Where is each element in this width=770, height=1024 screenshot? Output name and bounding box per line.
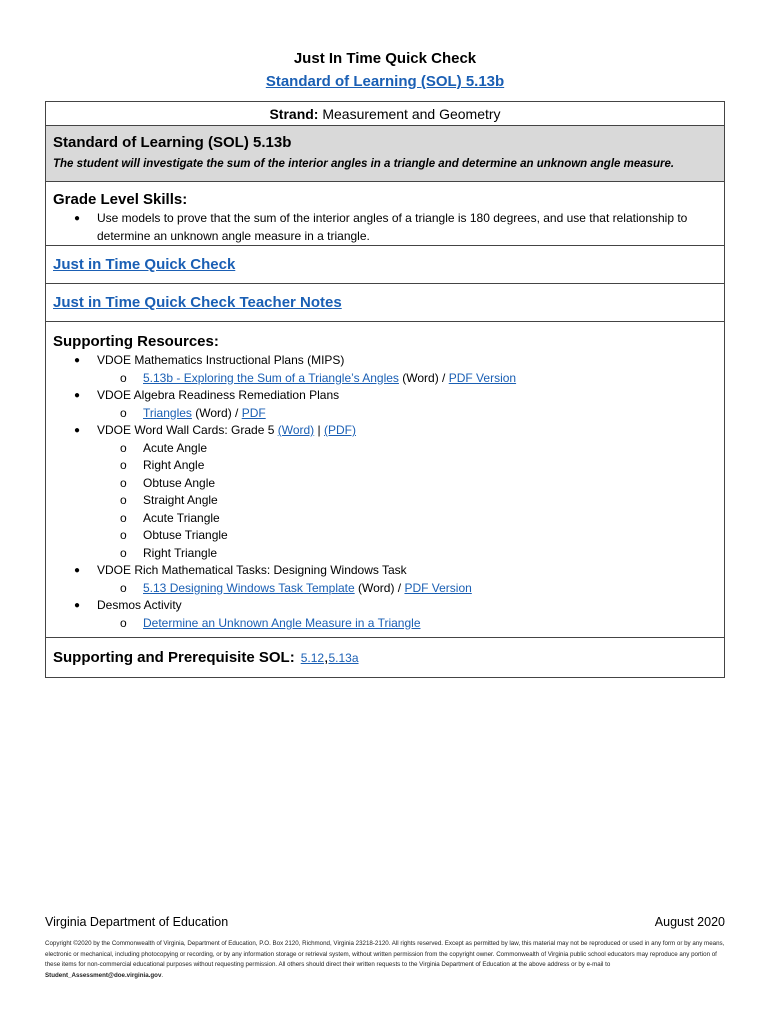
list-item [53, 352, 717, 370]
list-item [53, 545, 717, 563]
mips-link[interactable]: 5.13b - Exploring the Sum of a Triangle’s Angles [143, 370, 399, 385]
bullet-icon: ● [74, 600, 81, 611]
skills-heading: Grade Level Skills: [53, 191, 188, 208]
sol-title-link-container [0, 72, 770, 92]
windows-task-pdf-link[interactable]: PDF Version [404, 580, 472, 595]
quick-check-row [46, 246, 724, 284]
desmos-sublist [53, 615, 717, 633]
word-wall-item: Straight Angle [143, 493, 218, 507]
word-wall-item: Acute Triangle [143, 510, 220, 525]
footer-org: Virginia Department of Education [45, 915, 229, 929]
list-item [53, 580, 717, 598]
footer-date: August 2020 [654, 915, 725, 929]
list-item [53, 387, 717, 405]
list-item [53, 527, 717, 545]
list-item [53, 475, 717, 493]
word-wall-item: Obtuse Angle [143, 475, 216, 490]
word-wall-sublist [53, 440, 717, 563]
circle-bullet-icon: o [120, 405, 127, 420]
list-item [53, 422, 717, 440]
skill-text: Use models to prove that the sum of the interior angles of a triangle is 180 degrees, and use that relationship to determine an unknown angle measure in a triangle. [97, 211, 688, 243]
word-wall-label: VDOE Word Wall Cards: Grade 5 [97, 423, 278, 437]
prereq-label: Supporting and Prerequisite SOL: [53, 649, 295, 666]
mips-sublist [53, 370, 717, 388]
circle-bullet-icon: o [120, 458, 127, 472]
list-item [53, 370, 717, 388]
circle-bullet-icon: o [120, 580, 127, 595]
bullet-icon: ● [74, 565, 81, 576]
circle-bullet-icon: o [120, 370, 127, 385]
skills-list [53, 210, 717, 245]
circle-bullet-icon: o [120, 475, 127, 490]
list-item [53, 492, 717, 510]
triangles-pdf-link[interactable]: PDF [241, 405, 266, 420]
word-wall-word-link[interactable]: (Word) [277, 423, 315, 437]
bullet-icon: ● [74, 213, 81, 224]
bullet-icon: ● [74, 390, 81, 401]
list-item [53, 562, 717, 580]
bullet-icon: ● [74, 425, 81, 436]
list-item [53, 457, 717, 475]
desmos-link[interactable]: Determine an Unknown Angle Measure in a Triangle [143, 615, 421, 630]
copyright-end: . [161, 971, 164, 979]
word-wall-item: Acute Angle [143, 440, 208, 455]
skills-row [46, 182, 724, 246]
circle-bullet-icon: o [120, 493, 127, 507]
sol-513a-link[interactable]: 5.13a [328, 650, 359, 665]
circle-bullet-icon: o [120, 510, 127, 525]
sol-title-link[interactable]: Standard of Learning (SOL) 5.13b [265, 73, 505, 90]
strand-label: Strand: [269, 106, 319, 122]
word-wall-item: Right Triangle [143, 545, 218, 560]
copyright-text: Copyright ©2020 by the Commonwealth of Virginia, Department of Education, P.O. Box 2120, Richmond, Virginia 23218-2120. All rights reserved. Except as permitted by law, this material may not be reproduced or used in any form or by any means, electronic or mechanical, including photocopying or recording, or by any information storage or retrieval system, without written permission from the copyright owner. Commonwealth of Virginia public school educators may reproduce any portion of these items for non-commercial educational purposes without requesting permission. All others should direct their written requests to the Virginia Department of Education at the above address or by e-mail to [45, 940, 725, 968]
strand-row [46, 102, 724, 126]
strand-value: Measurement and Geometry [322, 106, 501, 122]
list-item [53, 597, 717, 615]
separator: | [314, 423, 324, 437]
algebra-sublist [53, 405, 717, 423]
sol-description: The student will investigate the sum of the interior angles in a triangle and determine an unknown angle measure. [53, 158, 675, 170]
circle-bullet-icon: o [120, 528, 127, 542]
list-item [53, 510, 717, 528]
sol-512-link[interactable]: 5.12 [300, 650, 325, 665]
prereq-row [46, 638, 724, 677]
resources-list [53, 352, 717, 632]
circle-bullet-icon: o [120, 545, 127, 560]
list-item [53, 440, 717, 458]
sol-table [45, 101, 725, 678]
sol-row [46, 126, 724, 182]
resources-heading: Supporting Resources: [53, 333, 219, 350]
list-item [53, 210, 717, 245]
page-title: Just In Time Quick Check [293, 50, 477, 67]
circle-bullet-icon: o [120, 615, 127, 630]
copyright-email: Student_Assessment@doe.virginia.gov [45, 971, 162, 979]
mips-label: VDOE Mathematics Instructional Plans (MIPS) [97, 353, 345, 367]
triangles-link[interactable]: Triangles [143, 405, 192, 420]
sol-heading: Standard of Learning (SOL) 5.13b [53, 134, 292, 151]
word-label: (Word) / [398, 370, 449, 385]
teacher-notes-row [46, 284, 724, 322]
resources-row [46, 322, 724, 638]
desmos-label: Desmos Activity [97, 598, 182, 612]
separator: , [324, 648, 329, 666]
word-wall-item: Right Angle [143, 458, 205, 472]
windows-task-link[interactable]: 5.13 Designing Windows Task Template [143, 580, 355, 595]
word-label: (Word) / [354, 580, 405, 595]
mips-pdf-link[interactable]: PDF Version [448, 370, 517, 385]
bullet-icon: ● [74, 355, 81, 366]
word-wall-item: Obtuse Triangle [143, 528, 228, 542]
rich-tasks-sublist [53, 580, 717, 598]
word-label: (Word) / [191, 405, 242, 420]
word-wall-pdf-link[interactable]: (PDF) [323, 423, 356, 437]
circle-bullet-icon: o [120, 440, 127, 455]
rich-tasks-label: VDOE Rich Mathematical Tasks: Designing Windows Task [97, 563, 407, 577]
teacher-notes-link[interactable]: Just in Time Quick Check Teacher Notes [53, 294, 342, 311]
algebra-label: VDOE Algebra Readiness Remediation Plans [97, 388, 340, 402]
list-item [53, 615, 717, 633]
quick-check-link[interactable]: Just in Time Quick Check [53, 256, 236, 273]
list-item [53, 405, 717, 423]
copyright-notice [45, 939, 727, 981]
